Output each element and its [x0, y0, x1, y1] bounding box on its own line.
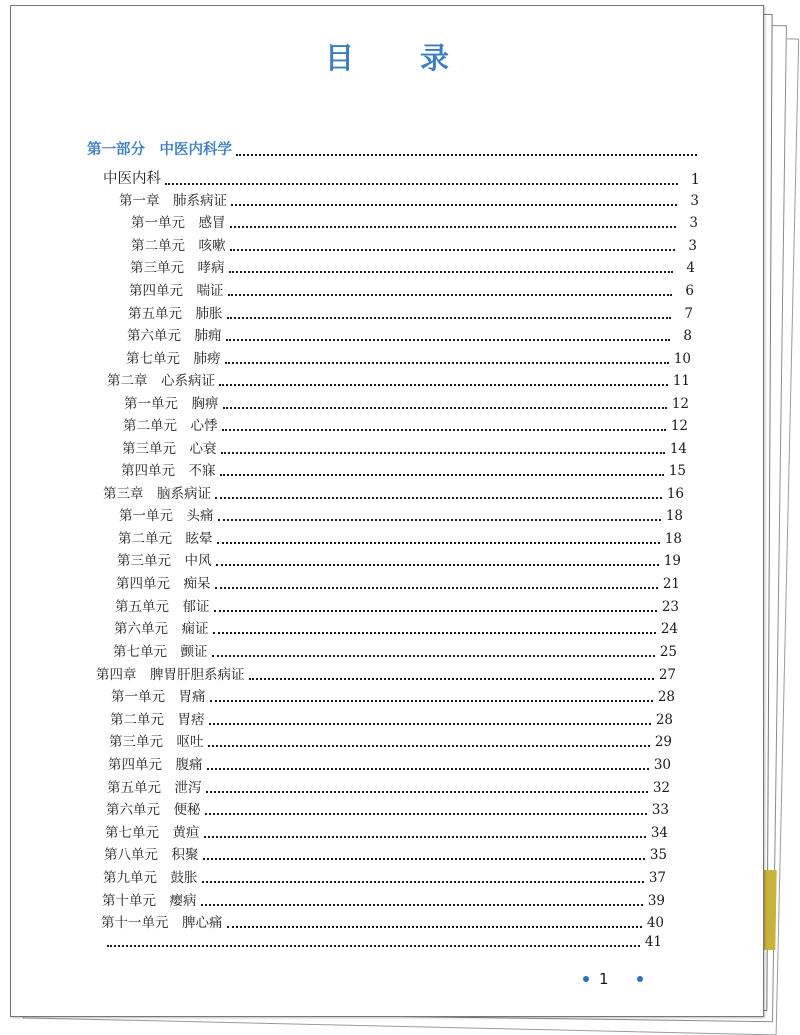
- dot-leader: [230, 249, 676, 251]
- dot-leader: [207, 768, 650, 770]
- dot-leader: [214, 610, 658, 612]
- toc-entry-label: 第一单元 感冒: [131, 215, 226, 231]
- toc-entry-label: 第二单元 心悸: [123, 418, 218, 434]
- dot-leader: [218, 519, 662, 521]
- toc-entry-label: 第一章 肺系病证: [119, 193, 227, 209]
- toc-entry-page: 23: [661, 599, 679, 615]
- toc-entry-page: 34: [650, 825, 668, 841]
- toc-entry-page: 33: [651, 802, 669, 818]
- dot-leader: [230, 226, 677, 228]
- dot-leader: [225, 362, 670, 364]
- toc-entry-label: 第三单元 哮病: [130, 260, 225, 276]
- toc-entry-label: 第二单元 眩晕: [118, 531, 213, 547]
- dot-leader: [229, 271, 674, 273]
- toc-unit[interactable]: [113, 640, 677, 660]
- dot-leader: [203, 858, 646, 860]
- toc-entry-label: 第三单元 心衰: [122, 441, 217, 457]
- toc-entry-page: 14: [669, 441, 687, 457]
- toc-unit[interactable]: [108, 753, 671, 773]
- toc-entry-label: 第六单元 肺痈: [127, 328, 222, 344]
- toc-unit[interactable]: [115, 595, 679, 615]
- toc-unit[interactable]: [128, 302, 693, 322]
- toc-unit[interactable]: [122, 437, 687, 457]
- toc-chapter[interactable]: [96, 663, 676, 683]
- toc-entry-label: 第一单元 胃痛: [111, 689, 206, 705]
- dot-leader: [231, 204, 677, 206]
- toc-unit[interactable]: [111, 685, 675, 705]
- toc-entry-page: 40: [646, 915, 664, 931]
- toc-entry-label: 第二章 心系病证: [107, 373, 215, 389]
- toc-entry-label: 第七单元 颤证: [113, 644, 208, 660]
- toc-entry-label: 第七单元 肺痨: [126, 351, 221, 367]
- toc-entry-label: 第五单元 肺胀: [128, 306, 223, 322]
- toc-entry-label: 第二单元 咳嗽: [131, 238, 226, 254]
- toc-entry-label: 第三单元 中风: [117, 553, 212, 569]
- toc-entry-page: 7: [684, 306, 693, 322]
- toc-entry-page: 28: [657, 689, 675, 705]
- toc-entry-page: 3: [688, 238, 697, 254]
- bullet-right-icon: [637, 976, 643, 982]
- toc-entry-label: 第三单元 呕吐: [109, 734, 204, 750]
- toc-entry-label: 第六单元 痫证: [114, 621, 209, 637]
- toc-entry-page: 28: [655, 712, 673, 728]
- toc-entry-page: 15: [668, 463, 686, 479]
- dot-leader: [222, 429, 667, 431]
- toc-entry-page: 18: [664, 531, 682, 547]
- dot-leader: [201, 904, 644, 906]
- dot-leader: [213, 632, 657, 634]
- toc-entry-page: 10: [673, 351, 691, 367]
- toc-chapter[interactable]: [119, 189, 699, 209]
- toc-unit[interactable]: [101, 911, 664, 931]
- toc-unit[interactable]: [123, 414, 688, 434]
- toc-entry-page: 32: [652, 780, 670, 796]
- toc-entry-label: 第四单元 腹痛: [108, 757, 203, 773]
- dot-leader: [228, 294, 673, 296]
- toc-entry-label: 第一单元 胸痹: [124, 396, 219, 412]
- toc-entry-page: 3: [689, 215, 698, 231]
- dot-leader: [206, 791, 649, 793]
- dot-leader: [215, 497, 662, 499]
- dot-leader: [165, 183, 678, 185]
- dot-leader: [204, 836, 647, 838]
- dot-leader: [227, 317, 672, 319]
- toc-unit[interactable]: [126, 347, 691, 367]
- toc-unit[interactable]: [116, 572, 680, 592]
- toc-unit[interactable]: [124, 392, 689, 412]
- toc-chapter[interactable]: [107, 369, 690, 389]
- toc-entry-page: 19: [663, 553, 681, 569]
- toc-unit[interactable]: [119, 504, 683, 524]
- toc-entry-page: 41: [644, 934, 662, 950]
- toc-unit[interactable]: [109, 730, 672, 750]
- toc-unit[interactable]: [102, 889, 665, 909]
- toc-unit[interactable]: [121, 459, 686, 479]
- toc-entry-page: 11: [672, 373, 690, 389]
- toc-unit[interactable]: [130, 256, 695, 276]
- toc-section[interactable]: [103, 167, 700, 188]
- toc-entry-page: 27: [658, 667, 676, 683]
- toc-unit[interactable]: [106, 798, 669, 818]
- toc-entry-label: 第一部分 中医内科学: [87, 142, 232, 158]
- toc-chapter[interactable]: [103, 482, 684, 502]
- toc-entry-label: 中医内科: [103, 171, 161, 187]
- dot-leader: [220, 474, 665, 476]
- toc-unit[interactable]: [103, 934, 662, 950]
- toc-entry-page: 39: [647, 893, 665, 909]
- toc-unit[interactable]: [131, 211, 698, 231]
- dot-leader: [212, 655, 656, 657]
- toc-entry-page: 1: [690, 172, 700, 188]
- dot-leader: [216, 564, 660, 566]
- toc-entry-label: 第九单元 鼓胀: [103, 870, 198, 886]
- toc-entry-page: 12: [670, 418, 688, 434]
- toc-unit[interactable]: [117, 549, 681, 569]
- bullet-left-icon: [583, 976, 589, 982]
- toc-entry-label: 第十单元 瘿病: [102, 893, 197, 909]
- dot-leader: [221, 452, 666, 454]
- toc-entry-label: 第四章 脾胃肝胆系病证: [96, 667, 245, 683]
- dot-leader: [205, 813, 648, 815]
- toc-entry-label: 第五单元 泄泻: [107, 780, 202, 796]
- dot-leader: [217, 542, 661, 544]
- dot-leader: [223, 407, 668, 409]
- toc-entry-page: 30: [653, 757, 671, 773]
- toc-entry-page: 8: [683, 328, 692, 344]
- toc-entry-page: 4: [686, 260, 695, 276]
- toc-entry-label: 第六单元 便秘: [106, 802, 201, 818]
- toc-page: [10, 5, 764, 1017]
- toc-unit[interactable]: [131, 234, 697, 254]
- toc-entry-page: 16: [666, 486, 684, 502]
- toc-unit[interactable]: [129, 279, 694, 299]
- toc-entry-page: 6: [685, 283, 694, 299]
- toc-entry-label: 第四单元 不寐: [121, 463, 216, 479]
- dot-leader: [209, 723, 652, 725]
- dot-leader: [208, 745, 651, 747]
- toc-unit[interactable]: [105, 821, 668, 841]
- toc-entry-page: 12: [671, 396, 689, 412]
- dot-leader: [219, 384, 668, 386]
- dot-leader: [210, 700, 654, 702]
- toc-unit[interactable]: [118, 527, 682, 547]
- dot-leader: [226, 339, 671, 341]
- toc-entry-page: 3: [690, 193, 699, 209]
- dot-leader: [215, 587, 659, 589]
- toc-entry-label: 第五单元 郁证: [115, 599, 210, 615]
- toc-unit[interactable]: [114, 617, 678, 637]
- toc-entry-label: 第三章 脑系病证: [103, 486, 211, 502]
- toc-entry-page: 25: [659, 644, 677, 660]
- toc-unit[interactable]: [110, 708, 673, 728]
- toc-entry-label: 第四单元 痴呆: [116, 576, 211, 592]
- toc-entry-label: 第七单元 黄疸: [105, 825, 200, 841]
- toc-entry-label: 第八单元 积聚: [104, 847, 199, 863]
- toc-entry-page: 18: [665, 508, 683, 524]
- dot-leader: [236, 154, 697, 156]
- toc-entry-page: 35: [649, 847, 667, 863]
- toc-entry-label: 第二单元 胃痞: [110, 712, 205, 728]
- toc-entry-label: 第四单元 喘证: [129, 283, 224, 299]
- toc-entry-label: 第一单元 头痛: [119, 508, 214, 524]
- toc-unit[interactable]: [104, 843, 667, 863]
- toc-entry-page: 29: [654, 734, 672, 750]
- toc-part-heading[interactable]: [87, 138, 701, 159]
- dot-leader: [107, 945, 640, 947]
- toc-unit[interactable]: [107, 776, 670, 796]
- toc-entry-page: 21: [662, 576, 680, 592]
- dot-leader: [249, 678, 655, 680]
- dot-leader: [202, 881, 645, 883]
- toc-unit[interactable]: [127, 324, 692, 344]
- toc-entry-label: 第十一单元 脾心痛: [101, 915, 223, 931]
- dot-leader: [227, 926, 643, 928]
- page-number: 1: [599, 970, 609, 988]
- toc-unit[interactable]: [103, 866, 666, 886]
- page-title: 目 录: [324, 41, 478, 75]
- toc-entry-page: 37: [648, 870, 666, 886]
- toc-entry-page: 24: [660, 621, 678, 637]
